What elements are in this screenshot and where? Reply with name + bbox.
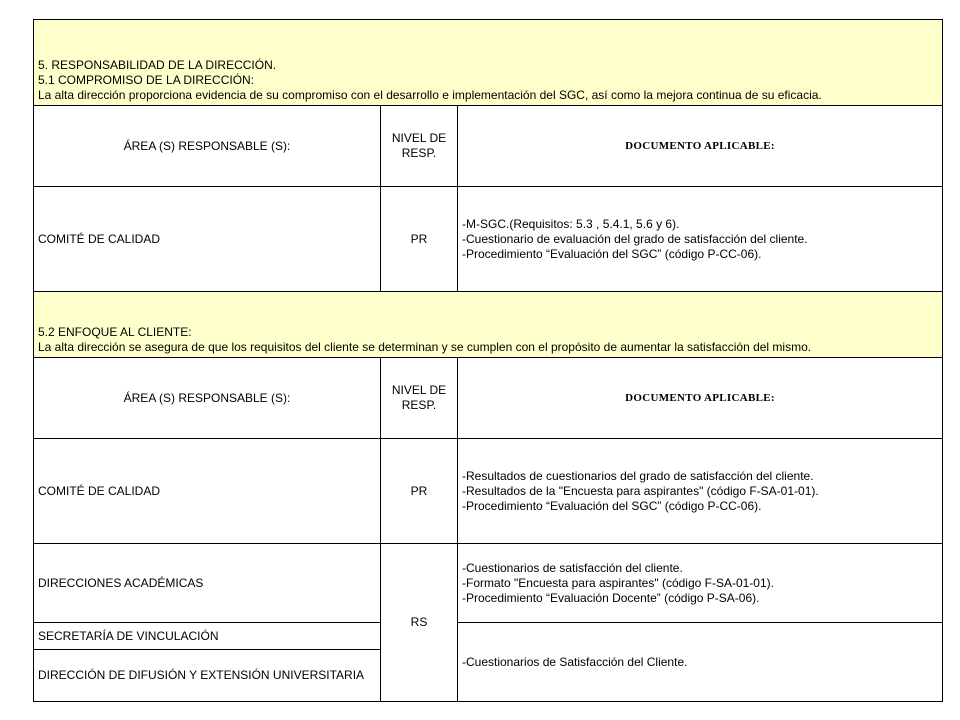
nivel-cell: PR [381,187,458,292]
area-header: ÁREA (S) RESPONSABLE (S): [34,358,381,439]
area-cell: DIRECCIÓN DE DIFUSIÓN Y EXTENSIÓN UNIVERSITARIA [34,650,381,702]
area-cell: COMITÉ DE CALIDAD [34,187,381,292]
responsibility-table [33,19,943,702]
documento-cell: -Cuestionarios de Satisfacción del Cliente. [458,623,943,702]
section-description: La alta dirección proporciona evidencia de su compromiso con el desarrollo e implementación del SGC, así como la mejora continua de su eficacia. [38,88,822,102]
documento-cell: -Resultados de cuestionarios del grado de satisfacción del cliente. -Resultados de la "Encuesta para aspirantes" (código F-SA-01-01). -Procedimiento “Evaluación del SGC” (código P-CC-06). [458,439,943,544]
area-cell: DIRECCIONES ACADÉMICAS [34,544,381,623]
area-cell: COMITÉ DE CALIDAD [34,439,381,544]
documento-cell: -M-SGC.(Requisitos: 5.3 , 5.4.1, 5.6 y 6). -Cuestionario de evaluación del grado de satisfacción del cliente. -Procedimiento “Evaluación del SGC” (código P-CC-06). [458,187,943,292]
nivel-header: NIVEL DE RESP. [381,358,458,439]
area-cell: SECRETARÍA DE VINCULACIÓN [34,623,381,650]
column-header-row [34,106,943,187]
column-header-row [34,358,943,439]
section-description: La alta dirección se asegura de que los requisitos del cliente se determinan y se cumplen con el propósito de aumentar la satisfacción del mismo. [38,340,812,354]
section-5-2-banner [34,292,943,358]
documento-cell: -Cuestionarios de satisfacción del cliente. -Formato "Encuesta para aspirantes" (código F-SA-01-01). -Procedimiento “Evaluación Docente” (código P-SA-06). [458,544,943,623]
table-row [34,623,943,650]
area-header: ÁREA (S) RESPONSABLE (S): [34,106,381,187]
nivel-cell: RS [381,544,458,702]
section-5-1-banner-row [34,20,943,106]
nivel-cell: PR [381,439,458,544]
section-5-2-banner-row [34,292,943,358]
documento-header: DOCUMENTO APLICABLE: [458,358,943,439]
table-row [34,439,943,544]
table-row [34,187,943,292]
nivel-header: NIVEL DE RESP. [381,106,458,187]
section-subtitle: 5.2 ENFOQUE AL CLIENTE: [38,325,192,339]
section-subtitle: 5.1 COMPROMISO DE LA DIRECCIÓN: [38,73,255,87]
section-5-1-banner [34,20,943,106]
section-title: 5. RESPONSABILIDAD DE LA DIRECCIÓN. [38,58,277,72]
documento-header: DOCUMENTO APLICABLE: [458,106,943,187]
table-row [34,544,943,623]
